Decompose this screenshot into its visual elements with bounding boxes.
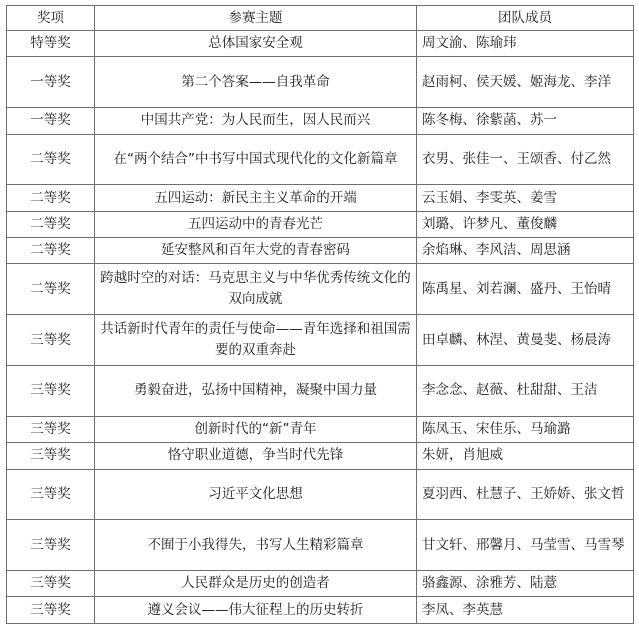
table-row <box>7 134 634 185</box>
theme-cell: 勇毅奋进，弘扬中国精神，凝聚中国力量 <box>95 366 417 417</box>
header-award: 奖项 <box>7 6 95 31</box>
table-row <box>7 57 634 108</box>
table-row <box>7 108 634 134</box>
members-cell: 周文渝、陈瑜玮 <box>417 31 634 57</box>
theme-cell: 第二个答案——自我革命 <box>95 57 417 108</box>
theme-cell: 跨越时空的对话：马克思主义与中华优秀传统文化的双向成就 <box>95 264 417 315</box>
award-cell: 二等奖 <box>7 185 95 211</box>
table-row <box>7 443 634 469</box>
theme-cell: 不囿于小我得失，书写人生精彩篇章 <box>95 520 417 571</box>
theme-cell: 人民群众是历史的创造者 <box>95 571 417 597</box>
award-cell: 三等奖 <box>7 443 95 469</box>
award-cell: 二等奖 <box>7 238 95 264</box>
header-row <box>7 6 634 31</box>
table-row <box>7 185 634 211</box>
theme-cell: 创新时代的“新”青年 <box>95 416 417 442</box>
awards-table <box>6 5 634 624</box>
award-cell: 三等奖 <box>7 571 95 597</box>
members-cell: 李念念、赵薇、杜甜甜、王洁 <box>417 366 634 417</box>
members-cell: 骆鑫源、涂雅芳、陆薏 <box>417 571 634 597</box>
members-cell: 田卓麟、林涅、黄曼斐、杨晨涛 <box>417 315 634 366</box>
theme-cell: 中国共产党：为人民而生，因人民而兴 <box>95 108 417 134</box>
members-cell: 陈凤玉、宋佳乐、马瑜潞 <box>417 416 634 442</box>
members-cell: 余焰琳、李风洁、周思涵 <box>417 238 634 264</box>
theme-cell: 在“两个结合”中书写中国式现代化的文化新篇章 <box>95 134 417 185</box>
theme-cell: 延安整风和百年大党的青春密码 <box>95 238 417 264</box>
award-cell: 三等奖 <box>7 597 95 624</box>
award-cell: 二等奖 <box>7 134 95 185</box>
header-theme: 参赛主题 <box>95 6 417 31</box>
members-cell: 衣男、张佳一、王颂香、付乙然 <box>417 134 634 185</box>
members-cell: 赵雨柯、侯天媛、姬海龙、李洋 <box>417 57 634 108</box>
table-row <box>7 469 634 520</box>
members-cell: 甘文轩、邢馨月、马莹雪、马雪琴 <box>417 520 634 571</box>
members-cell: 朱妍，肖旭威 <box>417 443 634 469</box>
award-cell: 三等奖 <box>7 416 95 442</box>
award-cell: 三等奖 <box>7 366 95 417</box>
award-cell: 特等奖 <box>7 31 95 57</box>
table-row <box>7 315 634 366</box>
members-cell: 陈冬梅、徐紫菡、苏一 <box>417 108 634 134</box>
table-row <box>7 366 634 417</box>
award-cell: 三等奖 <box>7 520 95 571</box>
award-cell: 一等奖 <box>7 57 95 108</box>
theme-cell: 习近平文化思想 <box>95 469 417 520</box>
members-cell: 刘璐、许梦凡、董俊麟 <box>417 211 634 237</box>
award-cell: 三等奖 <box>7 469 95 520</box>
members-cell: 夏羽西、杜慧子、王娇娇、张文哲 <box>417 469 634 520</box>
award-cell: 三等奖 <box>7 315 95 366</box>
table-row <box>7 264 634 315</box>
award-cell: 二等奖 <box>7 211 95 237</box>
table-row <box>7 211 634 237</box>
header-members: 团队成员 <box>417 6 634 31</box>
theme-cell: 五四运动：新民主主义革命的开端 <box>95 185 417 211</box>
award-cell: 二等奖 <box>7 264 95 315</box>
table-row <box>7 416 634 442</box>
theme-cell: 恪守职业道德，争当时代先锋 <box>95 443 417 469</box>
members-cell: 李凤、李英慧 <box>417 597 634 624</box>
table-row <box>7 597 634 624</box>
members-cell: 云玉娟、李雯英、姜雪 <box>417 185 634 211</box>
table-row <box>7 520 634 571</box>
table-row <box>7 238 634 264</box>
table-row <box>7 571 634 597</box>
theme-cell: 总体国家安全观 <box>95 31 417 57</box>
members-cell: 陈禹星、刘若澜、盛丹、王怡晴 <box>417 264 634 315</box>
theme-cell: 共话新时代青年的责任与使命——青年选择和祖国需要的双重奔赴 <box>95 315 417 366</box>
award-cell: 一等奖 <box>7 108 95 134</box>
table-row <box>7 31 634 57</box>
theme-cell: 五四运动中的青春光芒 <box>95 211 417 237</box>
theme-cell: 遵义会议——伟大征程上的历史转折 <box>95 597 417 624</box>
